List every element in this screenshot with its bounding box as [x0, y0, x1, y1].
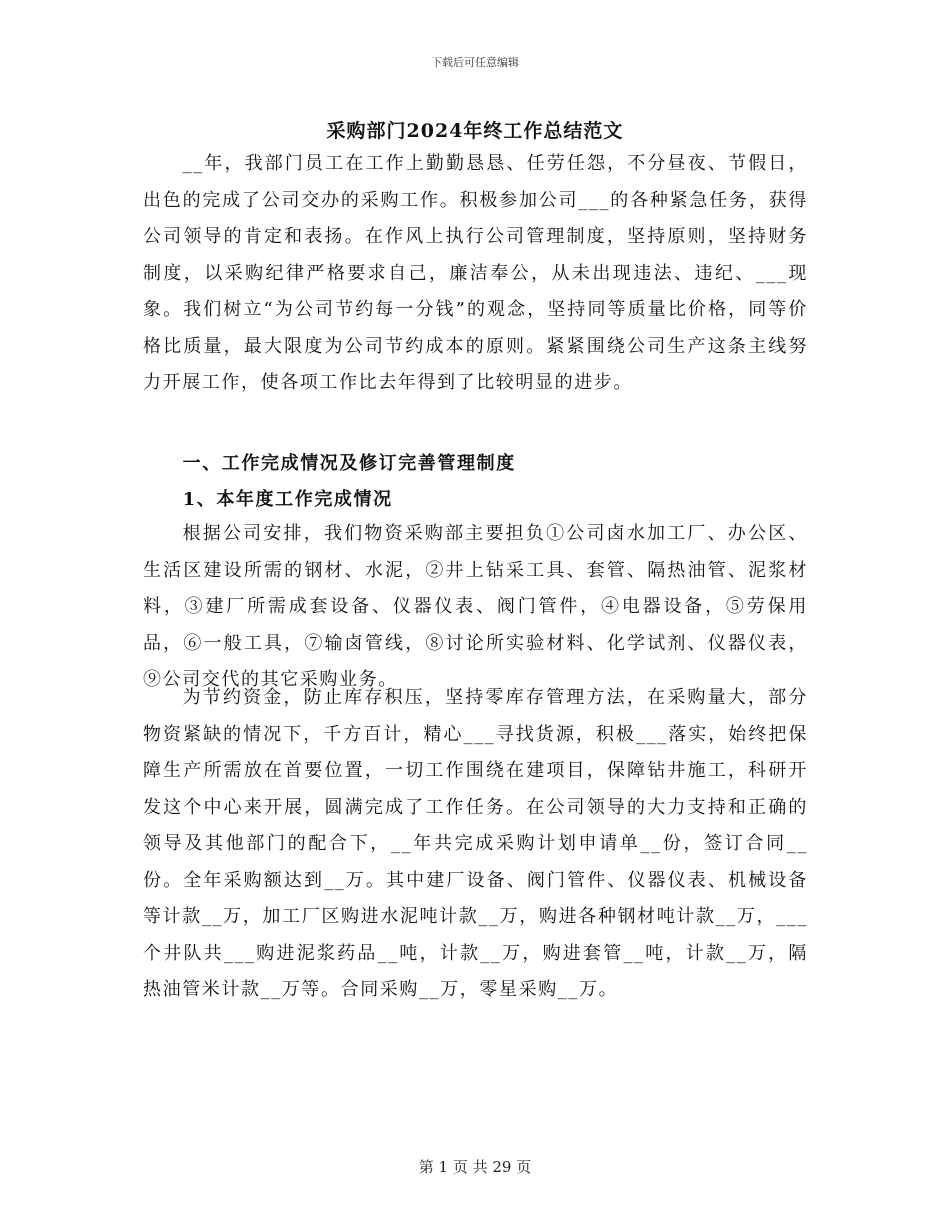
- section-heading: 一、工作完成情况及修订完善管理制度: [182, 453, 516, 474]
- sub-section-heading: 1、本年度工作完成情况: [182, 489, 393, 510]
- header-note: 下载后可任意编辑: [431, 56, 519, 69]
- scope-paragraph: 根据公司安排，我们物资采购部主要担负①公司卤水加工厂、办公区、生活区建设所需的钢材、水泥，②井上钻采工具、套管、隔热油管、泥浆材料，③建厂所需成套设备、仪器仪表、阀门管件，④电器设备，⑤劳保用品，⑥一般工具，⑦输卤管线，⑧讨论所实验材料、化学试剂、仪器仪表，⑨公司交代的其它采购业务。: [143, 523, 808, 690]
- scope-paragraph-block: [143, 516, 808, 699]
- page-number-footer: 第 1 页 共 29 页: [418, 1158, 532, 1176]
- results-paragraph-block: [143, 680, 808, 1009]
- intro-paragraph: __年，我部门员工在工作上勤勤恳恳、任劳任怨，不分昼夜、节假日，出色的完成了公司交办的采购工作。积极参加公司___的各种紧急任务，获得公司领导的肯定和表扬。在作风上执行公司管理制度，坚持原则，坚持财务制度，以采购纪律严格要求自己，廉洁奉公，从未出现违法、违纪、___现象。我们树立“为公司节约每一分钱”的观念，坚持同等质量比价格，同等价格比质量，最大限度为公司节约成本的原则。紧紧围绕公司生产这条主线努力开展工作，使各项工作比去年得到了比较明显的进步。: [143, 153, 808, 393]
- document-title: 采购部门2024年终工作总结范文: [326, 120, 624, 142]
- intro-paragraph-block: [143, 146, 808, 402]
- results-paragraph: 为节约资金，防止库存积压，坚持零库存管理方法，在采购量大，部分物资紧缺的情况下，千方百计，精心___寻找货源，积极___落实，始终把保障生产所需放在首要位置，一切工作围绕在建项目，保障钻井施工，科研开发这个中心来开展，圆满完成了工作任务。在公司领导的大力支持和正确的领导及其他部门的配合下，__年共完成采购计划申请单__份，签订合同__份。全年采购额达到__万。其中建厂设备、阀门管件、仪器仪表、机械设备等计款__万，加工厂区购进水泥吨计款__万，购进各种钢材吨计款__万，___个井队共___购进泥浆药品__吨，计款__万，购进套管__吨，计款__万，隔热油管米计款__万等。合同采购__万，零星采购__万。: [143, 687, 808, 1000]
